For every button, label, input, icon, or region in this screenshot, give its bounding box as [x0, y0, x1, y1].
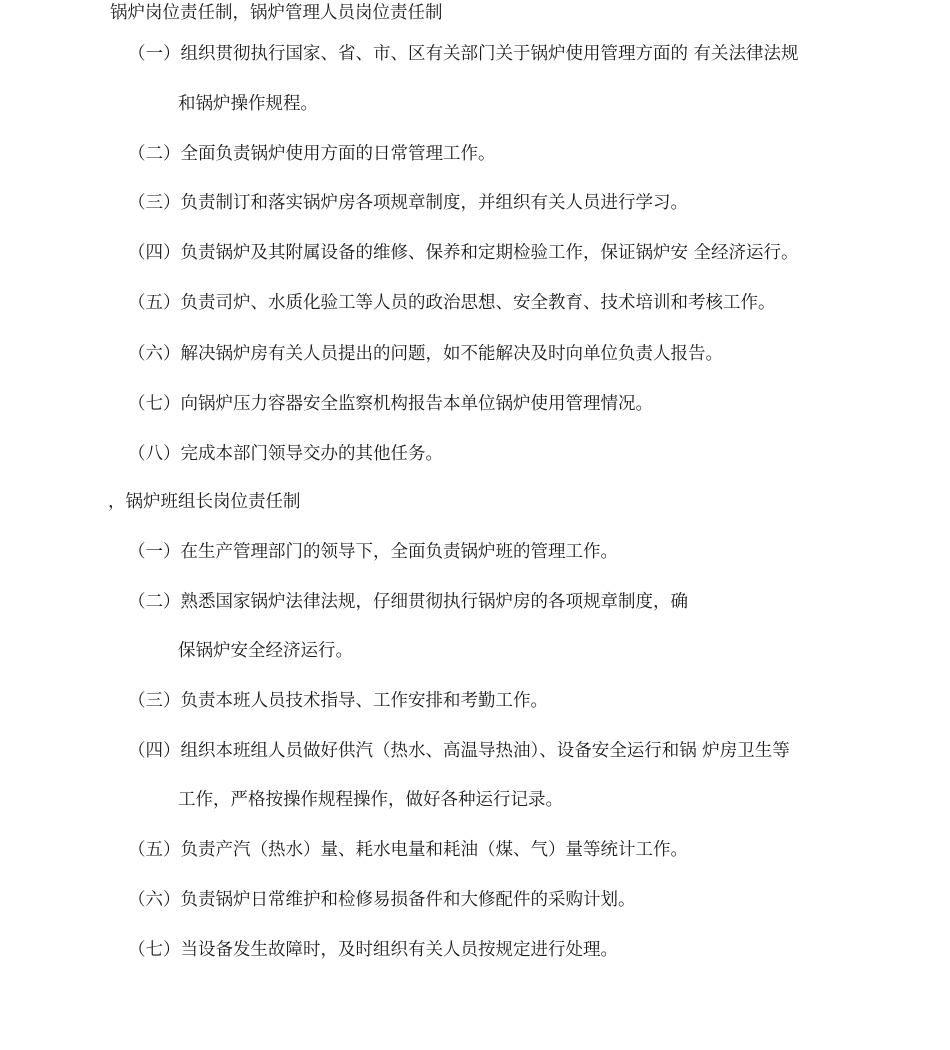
- section2-item-4-line2: 工作，严格按操作规程操作，做好各种运行记录。: [178, 790, 563, 810]
- section1-item-4: （四）负责锅炉及其附属设备的维修、保养和定期检验工作，保证锅炉安 全经济运行。: [128, 243, 799, 263]
- section2-item-5: （五）负责产汽（热水）量、耗水电量和耗油（煤、气）量等统计工作。: [128, 840, 688, 860]
- section1-title: 锅炉岗位责任制，锅炉管理人员岗位责任制: [110, 3, 443, 23]
- section2-item-2-line1: （二）熟悉国家锅炉法律法规，仔细贯彻执行锅炉房的各项规章制度，确: [128, 592, 688, 612]
- section1-item-5: （五）负责司炉、水质化验工等人员的政治思想、安全教育、技术培训和考核工作。: [128, 293, 776, 313]
- section2-item-4-line1: （四）组织本班组人员做好供汽（热水、高温导热油）、设备安全运行和锅 炉房卫生等: [128, 741, 790, 761]
- section2-title: ，锅炉班组长岗位责任制: [108, 492, 301, 512]
- section2-item-7: （七）当设备发生故障时，及时组织有关人员按规定进行处理。: [128, 940, 618, 960]
- section1-item-1-line2: 和锅炉操作规程。: [178, 94, 318, 114]
- section2-item-1: （一）在生产管理部门的领导下，全面负责锅炉班的管理工作。: [128, 542, 618, 562]
- section1-item-3: （三）负责制订和落实锅炉房各项规章制度，并组织有关人员进行学习。: [128, 193, 688, 213]
- section1-item-6: （六）解决锅炉房有关人员提出的问题，如不能解决及时向单位负责人报告。: [128, 344, 723, 364]
- section2-item-2-line2: 保锅炉安全经济运行。: [178, 641, 353, 661]
- section1-item-8: （八）完成本部门领导交办的其他任务。: [128, 444, 443, 464]
- section1-item-1-line1: （一）组织贯彻执行国家、省、市、区有关部门关于锅炉使用管理方面的 有关法律法规: [128, 44, 799, 64]
- section1-item-2: （二）全面负责锅炉使用方面的日常管理工作。: [128, 144, 496, 164]
- section2-item-3: （三）负责本班人员技术指导、工作安排和考勤工作。: [128, 691, 548, 711]
- section2-item-6: （六）负责锅炉日常维护和检修易损备件和大修配件的采购计划。: [128, 890, 636, 910]
- section1-item-7: （七）向锅炉压力容器安全监察机构报告本单位锅炉使用管理情况。: [128, 394, 653, 414]
